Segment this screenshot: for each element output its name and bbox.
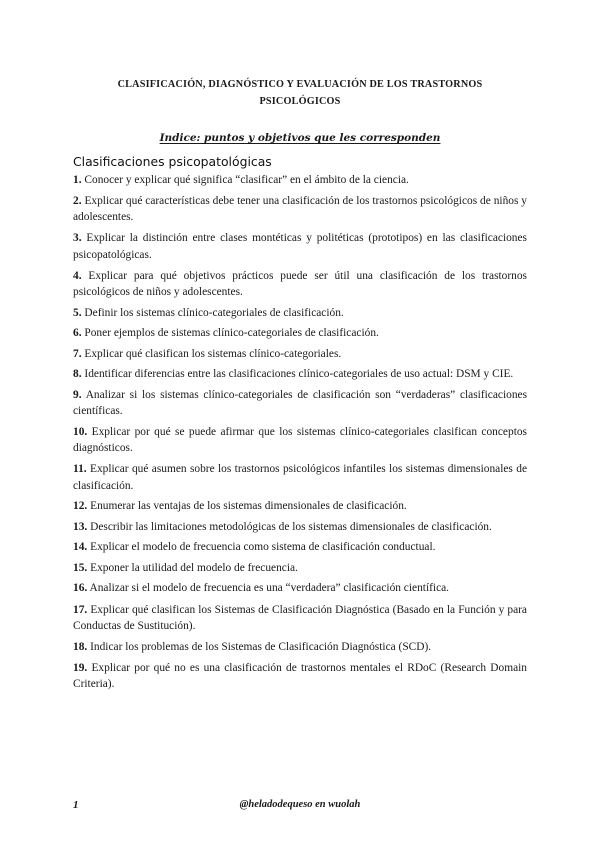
item-number: 15. <box>73 561 88 574</box>
list-item <box>73 560 527 576</box>
item-text: Poner ejemplos de sistemas clínico-categoriales de clasificación. <box>84 327 379 340</box>
item-text: Analizar si el modelo de frecuencia es una “verdadera” clasificación científica. <box>89 582 450 594</box>
item-text: Definir los sistemas clínico-categoriales de clasificación. <box>84 306 344 319</box>
list-item <box>73 539 527 555</box>
list-item <box>73 660 527 692</box>
item-text: Exponer la utilidad del modelo de frecuencia. <box>90 561 298 574</box>
item-text: Explicar qué características debe tener una clasificación de los trastornos psicológicos de niños y adolescentes. <box>73 194 527 223</box>
page-number: 1 <box>73 799 79 811</box>
item-number: 7. <box>73 347 82 360</box>
list-item <box>73 387 527 419</box>
list-item <box>73 498 527 514</box>
footer-watermark: @heladodequeso en wuolah <box>239 799 361 810</box>
objectives-list <box>73 172 527 692</box>
item-number: 3. <box>73 232 82 245</box>
list-item <box>73 193 527 225</box>
list-item <box>73 580 527 596</box>
item-text: Explicar por qué se puede afirmar que los sistemas clínico-categoriales clasifican conceptos diagnósticos. <box>73 425 527 454</box>
item-number: 8. <box>73 368 82 381</box>
section-heading: Clasificaciones psicopatológicas <box>73 154 272 169</box>
item-text: Explicar para qué objetivos prácticos puede ser útil una clasificación de los trastornos psicológicos de niños y adolescentes. <box>73 270 527 299</box>
item-text: Explicar qué asumen sobre los trastornos psicológicos infantiles los sistemas dimensionales de clasificación. <box>73 463 527 492</box>
item-number: 12. <box>73 500 88 512</box>
item-number: 16. <box>73 582 88 594</box>
item-number: 13. <box>73 520 88 533</box>
list-item <box>73 519 527 535</box>
list-item <box>73 305 527 321</box>
item-text: Describir las limitaciones metodológicas de los sistemas dimensionales de clasificación. <box>90 520 492 533</box>
item-number: 5. <box>73 306 82 319</box>
list-item <box>73 325 527 341</box>
list-item <box>73 461 527 493</box>
item-number: 11. <box>73 463 87 476</box>
item-number: 6. <box>73 327 82 340</box>
item-number: 4. <box>73 270 82 283</box>
document-title <box>70 77 530 110</box>
index-subtitle: Indice: puntos y objetivos que les corresponden <box>159 132 441 144</box>
list-item <box>73 268 527 300</box>
item-text: Enumerar las ventajas de los sistemas dimensionales de clasificación. <box>90 500 407 512</box>
item-number: 10. <box>73 425 88 438</box>
title-line-1: CLASIFICACIÓN, DIAGNÓSTICO Y EVALUACIÓN DE LOS TRASTORNOS <box>117 79 483 90</box>
list-item <box>73 424 527 456</box>
item-text: Conocer y explicar qué significa “clasificar” en el ámbito de la ciencia. <box>84 174 409 186</box>
list-item <box>73 366 527 382</box>
list-item <box>73 602 527 634</box>
item-number: 19. <box>73 661 88 674</box>
item-text: Analizar si los sistemas clínico-categoriales de clasificación son “verdaderas” clasificaciones científicas. <box>73 388 528 417</box>
list-item <box>73 172 527 188</box>
title-line-2: PSICOLÓGICOS <box>259 95 341 107</box>
item-text: Identificar diferencias entre las clasificaciones clínico-categoriales de uso actual: DSM y CIE. <box>84 368 514 381</box>
item-number: 14. <box>73 541 88 553</box>
item-number: 2. <box>73 194 82 207</box>
item-text: Explicar qué clasifican los sistemas clínico-categoriales. <box>84 347 342 360</box>
item-text: Explicar el modelo de frecuencia como sistema de clasificación conductual. <box>90 541 436 553</box>
list-item <box>73 230 527 262</box>
item-number: 1. <box>73 174 82 186</box>
list-item <box>73 346 527 362</box>
item-number: 18. <box>73 641 88 654</box>
item-number: 9. <box>73 388 82 401</box>
item-text: Explicar por qué no es una clasificación de trastornos mentales el RDoC (Research Domain Criteria). <box>73 661 527 691</box>
list-item <box>73 639 527 655</box>
item-text: Indicar los problemas de los Sistemas de Clasificación Diagnóstica (SCD). <box>90 641 432 654</box>
item-text: Explicar qué clasifican los Sistemas de Clasificación Diagnóstica (Basado en la Función y para Conductas de Sustitución). <box>73 603 527 632</box>
item-number: 17. <box>73 603 88 616</box>
item-text: Explicar la distinción entre clases montéticas y politéticas (prototipos) en las clasificaciones psicopatológicas. <box>73 232 527 261</box>
